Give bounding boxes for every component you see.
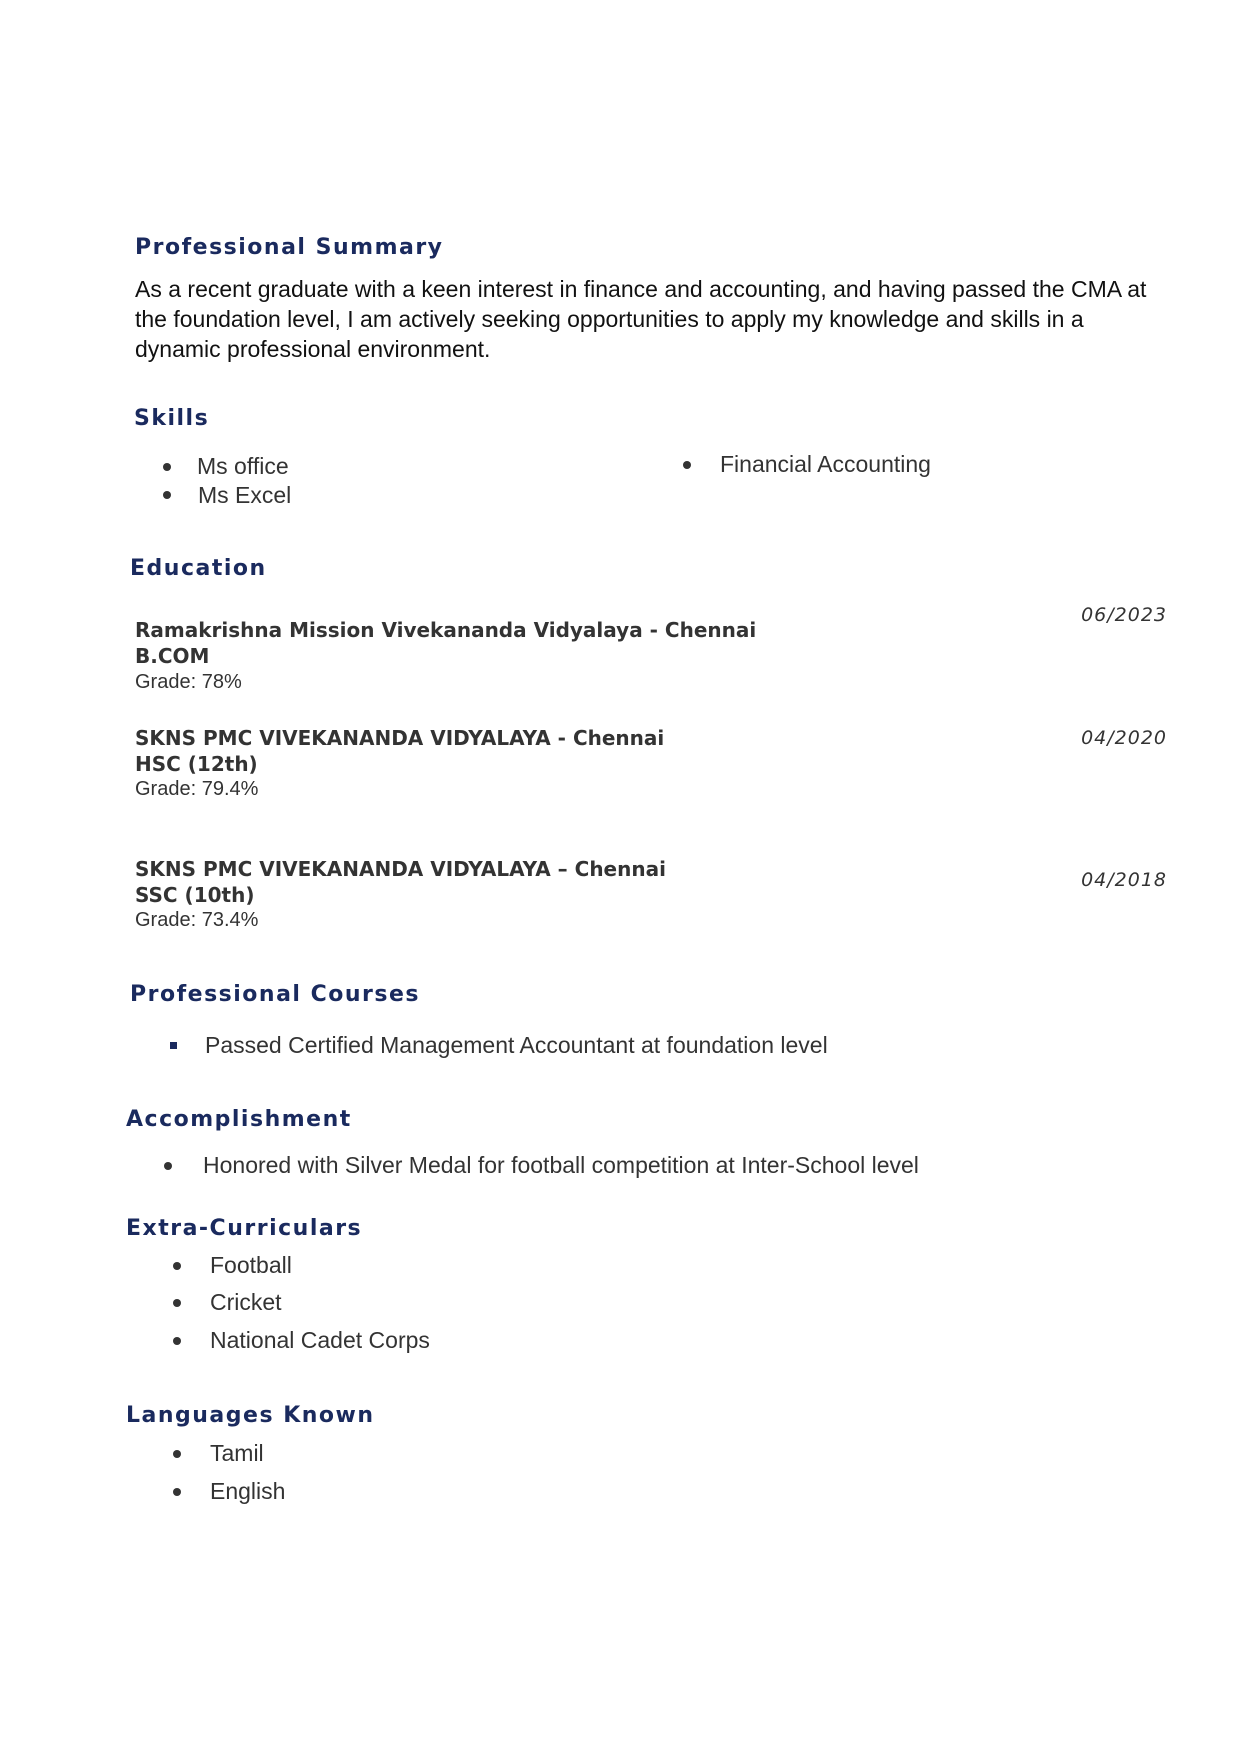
education-date: 06/2023 xyxy=(1081,604,1167,626)
extracurricular-item: National Cadet Corps xyxy=(210,1327,430,1353)
language-item: English xyxy=(210,1478,286,1504)
skill-item: Ms office xyxy=(197,453,289,479)
education-institution: SKNS PMC VIVEKANANDA VIDYALAYA - Chennai xyxy=(135,726,665,750)
education-grade: Grade: 73.4% xyxy=(135,909,259,931)
summary-line: dynamic professional environment. xyxy=(135,336,491,362)
summary-line: the foundation level, I am actively seeking opportunities to apply my knowledge and skills in a xyxy=(135,306,1084,332)
bullet-icon xyxy=(683,461,691,469)
bullet-icon xyxy=(173,1488,181,1496)
bullet-icon xyxy=(164,1162,172,1170)
course-item: Passed Certified Management Accountant at foundation level xyxy=(205,1032,828,1058)
summary-line: As a recent graduate with a keen interest in finance and accounting, and having passed the CMA at xyxy=(135,276,1147,302)
bullet-icon xyxy=(173,1262,181,1270)
education-degree: SSC (10th) xyxy=(135,883,255,907)
education-grade: Grade: 78% xyxy=(135,671,242,693)
education-grade: Grade: 79.4% xyxy=(135,778,259,800)
courses-heading: Professional Courses xyxy=(130,982,421,1007)
skill-item: Financial Accounting xyxy=(720,451,931,477)
education-degree: HSC (12th) xyxy=(135,752,258,776)
bullet-icon xyxy=(173,1299,181,1307)
summary-text xyxy=(135,274,1155,364)
education-institution: SKNS PMC VIVEKANANDA VIDYALAYA – Chennai xyxy=(135,857,666,881)
extracurricular-heading: Extra-Curriculars xyxy=(126,1216,363,1241)
extracurricular-item: Football xyxy=(210,1252,292,1278)
summary-heading: Professional Summary xyxy=(135,235,444,260)
skills-heading: Skills xyxy=(134,406,210,431)
languages-heading: Languages Known xyxy=(126,1403,375,1428)
skill-item: Ms Excel xyxy=(198,482,292,508)
education-date: 04/2018 xyxy=(1081,869,1167,891)
accomplishment-item: Honored with Silver Medal for football competition at Inter-School level xyxy=(203,1152,919,1178)
education-heading: Education xyxy=(130,556,267,581)
extracurricular-item: Cricket xyxy=(210,1289,282,1315)
accomplishment-heading: Accomplishment xyxy=(126,1107,352,1132)
education-date: 04/2020 xyxy=(1081,727,1167,749)
language-item: Tamil xyxy=(210,1440,264,1466)
bullet-icon xyxy=(173,1337,181,1345)
square-bullet-icon xyxy=(170,1042,177,1049)
education-degree: B.COM xyxy=(135,644,210,668)
education-institution: Ramakrishna Mission Vivekananda Vidyalaya - Chennai xyxy=(135,618,757,642)
bullet-icon xyxy=(163,463,171,471)
bullet-icon xyxy=(173,1450,181,1458)
bullet-icon xyxy=(163,491,171,499)
